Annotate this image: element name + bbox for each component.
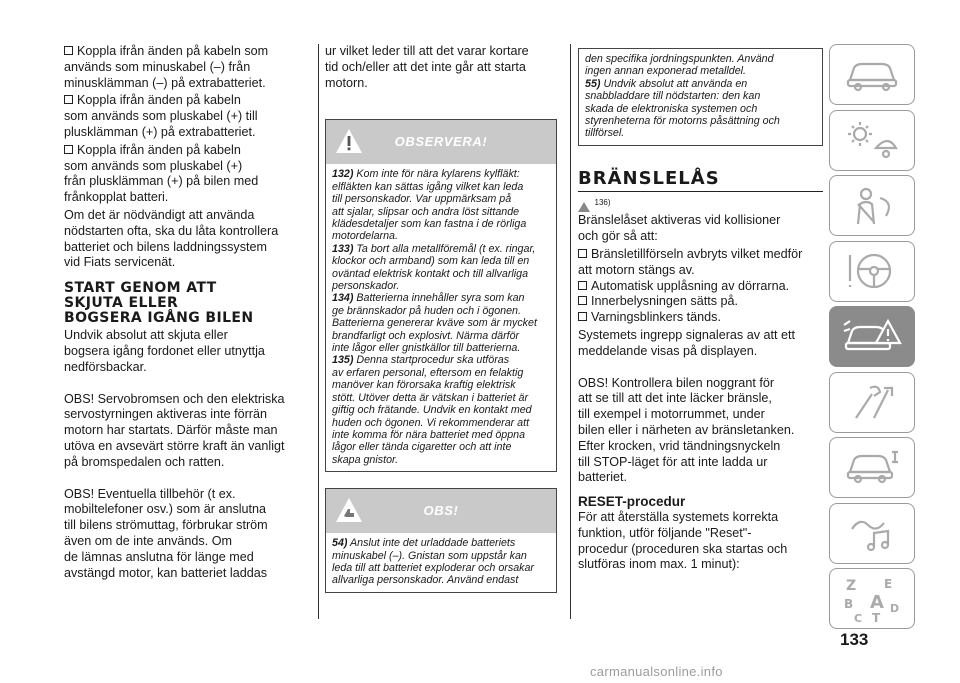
tile-service[interactable] <box>829 372 915 433</box>
paragraph-display: Systemets ingrepp signaleras av att ett meddelande visas på displayen. <box>578 327 796 358</box>
tile-safety[interactable] <box>829 175 915 236</box>
tile-index[interactable] <box>829 568 915 629</box>
note-item: 54) Anslut inte det urladdade batteriets minuskabel (–). Gnistan som uppstår kan leda till att batteriet exploderar och orsakar allvarliga personskador. Använd endast <box>332 537 534 587</box>
paragraph-obs-check: OBS! Kontrollera bilen noggrant för att se till att det inte läcker bränsle, till exempel i motorrummet, under bilen eller i närheten av bränsletanken. Efter krocken, vrid tändningsnyckeln till STOP-läget för att inte ladda ur batteriet. <box>578 375 795 485</box>
paragraph-obs-accessories: OBS! Eventuella tillbehör (t ex. mobiltelefoner osv.) som är anslutna till bilens strömuttag, förbrukar ström även om de inte används. Om de lämnas anslutna för länge med avstängd motor, kan batteriet laddas <box>64 486 268 580</box>
warning-body <box>326 164 556 471</box>
warning-item: 133) Ta bort alla metallföremål (t ex. ringar, klockor och armband) som kan leda till en oväntad elektrisk kontakt och till allvarliga personskador. <box>332 242 536 293</box>
bullet-list: Bränsletillförseln avbryts vilket medför att motorn stängs av. Automatisk upplåsning av dörrarna. Innerbelysningen sätts på. Varningsblinkers tänds. <box>578 246 803 325</box>
note-continued-text: den specifika jordningspunkten. Använd ingen annan exponerad metalldel. <box>585 53 774 78</box>
bullet-para-3: Koppla ifrån änden på kabeln som används som pluskabel (+) från plusklämman (+) på bilen med frånkopplat batteri. <box>64 142 259 205</box>
column-divider <box>318 44 319 619</box>
checkbox-bullet-icon <box>64 145 73 154</box>
car-spec-icon <box>844 448 900 488</box>
tile-driving[interactable] <box>829 241 915 302</box>
warning-item: 134) Batterierna innehåller syra som kan ge brännskador på huden och i ögonen. Batterierna genererar kväve som är mycket brandfarligt och explosivt. Närma därför inte lågor eller gnistkällor till batterierna. <box>332 292 537 355</box>
car-icon <box>844 58 900 92</box>
seatbelt-airbag-icon <box>844 186 900 226</box>
index-letter: D <box>890 601 900 615</box>
index-letter: A <box>870 591 884 613</box>
column-divider <box>570 44 571 619</box>
warning-item: 135) Denna startprocedur ska utföras av erfaren personal, eftersom en felaktig manöver kan förorsaka kraftig elektrisk stött. Utöver detta är vätskan i batteriet är giftig och frätande. Undvik en kontakt med huden och ögonen. Vi rekommenderar att inte komma för nära batteriet med öppna lågor eller tända cigaretter och att inte skapa gnistor. <box>332 354 532 466</box>
tile-dashboard-lights[interactable] <box>829 110 915 171</box>
paragraph-continued: ur vilket leder till att det varar kortare tid och/eller att det inte går att starta motorn. <box>325 44 529 90</box>
section-heading-push-start: START GENOM ATT SKJUTA ELLER BOGSERA IGÅNG BILEN <box>64 280 254 327</box>
checkbox-bullet-icon <box>578 312 587 321</box>
tile-car[interactable] <box>829 44 915 105</box>
chapter-sidebar <box>829 44 915 634</box>
checkbox-bullet-icon <box>578 281 587 290</box>
multimedia-icon <box>844 513 900 553</box>
column-3 <box>578 53 823 575</box>
warning-title: OBSERVERA! <box>394 134 488 150</box>
index-letter: B <box>844 596 854 611</box>
watermark: carmanualsonline.info <box>590 664 723 679</box>
tile-multimedia[interactable] <box>829 503 915 564</box>
steering-wheel-icon <box>844 251 900 291</box>
paragraph-reset: För att återställa systemets korrekta funktion, utför följande "Reset"- procedur (proceduren ska startas och slutföras inom max. 1 minut): <box>578 510 788 572</box>
paragraph-push-start: Undvik absolut att skjuta eller bogsera igång fordonet eller utnyttja nedförsbackar. <box>64 328 265 374</box>
warning-banner <box>326 120 556 164</box>
checkbox-bullet-icon <box>578 296 587 305</box>
warning-item: 132) Kom inte för nära kylarens kylfläkt: elfläkten kan sättas igång vilket kan leda till personskador. Var uppmärksam på att sjalar, slipsar och andra löst sittande klädesdetaljer som kan fastna i de rörliga motordelarna. <box>332 168 527 243</box>
checkbox-bullet-icon <box>578 249 587 258</box>
note-box-continued <box>578 48 823 146</box>
column-1 <box>64 44 320 583</box>
note-banner <box>326 489 556 533</box>
tile-specifications[interactable] <box>829 437 915 498</box>
service-tools-icon <box>844 382 900 422</box>
bullet-para-1: Koppla ifrån änden på kabeln som används som minuskabel (–) från minusklämman (–) på extrabatteriet. <box>64 44 269 90</box>
index-letter: Z <box>846 577 857 594</box>
note-item: 55) Undvik absolut att använda en snabbladdare till nödstarten: den kan skada de elektroniska systemen och styrenheterna för motorns påsättning och tillförsel. <box>585 77 780 140</box>
index-letter: T <box>872 610 881 624</box>
index-letter: E <box>884 576 893 591</box>
checkbox-bullet-icon <box>64 95 73 104</box>
warning-triangle-icon <box>578 202 590 212</box>
alphabetical-index-icon <box>840 574 904 624</box>
warning-car-icon <box>842 317 902 357</box>
column-2 <box>325 44 557 593</box>
section-heading-fuel-lock: BRÄNSLELÅS <box>578 167 720 189</box>
bullet-para-2: Koppla ifrån änden på kabeln som används som pluskabel (+) till plusklämman (+) på extrabatteriet. <box>64 93 258 139</box>
note-box <box>325 488 557 593</box>
paragraph-obs-servo: OBS! Servobromsen och den elektriska servostyrningen aktiveras inte förrän motorn har startats. Därför måste man utöva en avsevärt större kraft än vanligt på bromspedalen och ratten. <box>64 391 285 469</box>
subheading-reset: RESET-procedur <box>578 494 686 510</box>
checkbox-bullet-icon <box>64 46 73 55</box>
page-number: 133 <box>840 630 869 649</box>
heading-underline <box>578 191 823 193</box>
note-title: OBS! <box>423 503 459 519</box>
dashboard-lights-icon <box>844 120 900 160</box>
paragraph-service: Om det är nödvändigt att använda nödstarten ofta, ska du låta kontrollera batteriet och bilens laddningssystem vid Fiats servicenät. <box>64 207 279 270</box>
note-body <box>326 533 556 592</box>
warning-box <box>325 119 557 472</box>
reference-mark: 136) <box>578 198 823 213</box>
paragraph-fuel-lock: Bränslelåset aktiveras vid kollisioner och gör så att: <box>578 213 781 244</box>
index-letter: C <box>854 611 863 624</box>
tile-emergency[interactable] <box>829 306 915 367</box>
